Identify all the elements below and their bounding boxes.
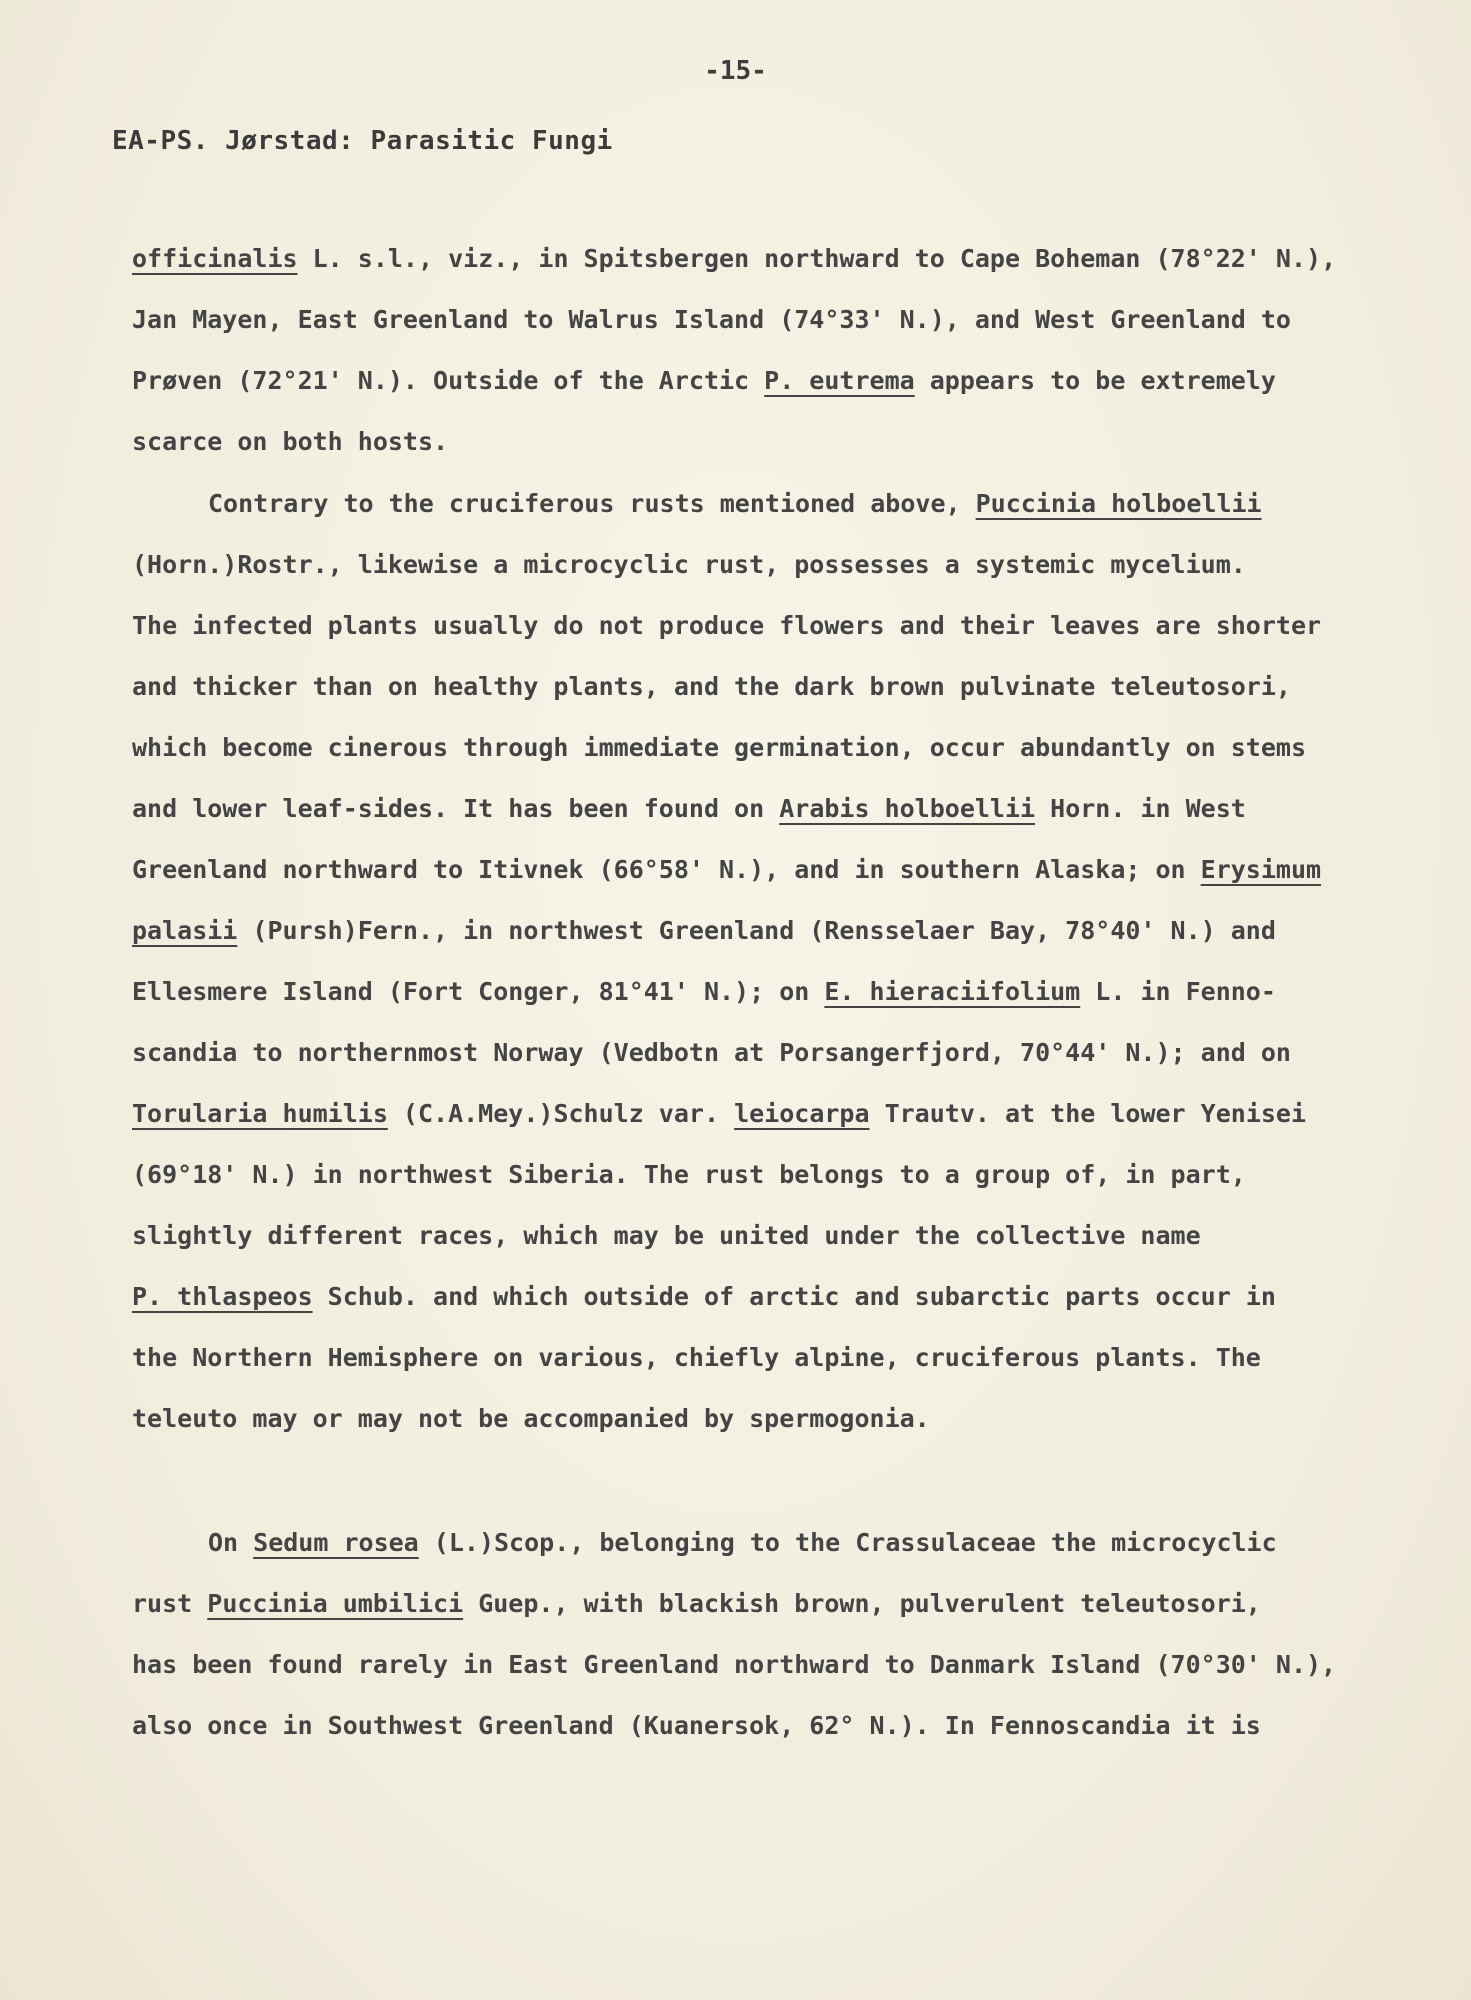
- text-line: [132, 1512, 1362, 1573]
- text-run: appears to be extremely: [914, 366, 1276, 395]
- text-run: scarce on both hosts.: [132, 427, 449, 456]
- underlined-taxon: P. eutrema: [764, 366, 915, 395]
- text-line: [132, 778, 1362, 839]
- text-run: and lower leaf-sides. It has been found on: [132, 794, 780, 823]
- underlined-taxon: Sedum rosea: [253, 1528, 419, 1557]
- underlined-taxon: E. hieraciifolium: [824, 977, 1081, 1006]
- underlined-taxon: Torularia humilis: [132, 1099, 388, 1128]
- text-run: Prøven (72°21' N.). Outside of the Arctic: [132, 366, 765, 395]
- text-run: also once in Southwest Greenland (Kuanersok, 62° N.). In Fennoscandia it is: [132, 1711, 1261, 1740]
- text-run: slightly different races, which may be united under the collective name: [132, 1221, 1201, 1250]
- text-run: On: [208, 1528, 254, 1557]
- text-run: scandia to northernmost Norway (Vedbotn at Porsangerfjord, 70°44' N.); and on: [132, 1038, 1291, 1067]
- text-run: Guep., with blackish brown, pulverulent teleutosori,: [463, 1589, 1261, 1618]
- text-line: [132, 1695, 1362, 1756]
- text-run: L. in Fenno-: [1080, 977, 1276, 1006]
- text-run: The infected plants usually do not produce flowers and their leaves are shorter: [132, 611, 1322, 640]
- underlined-taxon: officinalis: [132, 244, 298, 273]
- text-run: Ellesmere Island (Fort Conger, 81°41' N.); on: [132, 977, 825, 1006]
- text-run: (Pursh)Fern., in northwest Greenland (Rensselaer Bay, 78°40' N.) and: [237, 916, 1276, 945]
- text-line: [132, 1144, 1362, 1205]
- text-line: [132, 961, 1362, 1022]
- text-line: [132, 656, 1362, 717]
- text-line: [132, 1266, 1362, 1327]
- text-run: (69°18' N.) in northwest Siberia. The rust belongs to a group of, in part,: [132, 1160, 1246, 1189]
- text-run: has been found rarely in East Greenland northward to Danmark Island (70°30' N.),: [132, 1650, 1337, 1679]
- text-line: [132, 534, 1362, 595]
- text-line: [132, 411, 1362, 472]
- text-line: [132, 717, 1362, 778]
- text-run: rust: [132, 1589, 208, 1618]
- text-run: Trautv. at the lower Yenisei: [869, 1099, 1307, 1128]
- text-line: [132, 289, 1362, 350]
- text-run: (L.)Scop., belonging to the Crassulaceae the microcyclic: [418, 1528, 1277, 1557]
- text-line: [132, 1205, 1362, 1266]
- text-run: teleuto may or may not be accompanied by spermogonia.: [132, 1404, 930, 1433]
- paragraph-3: [132, 1512, 1362, 1756]
- underlined-taxon: palasii: [132, 916, 238, 945]
- text-line: [132, 1634, 1362, 1695]
- text-run: L. s.l., viz., in Spitsbergen northward to Cape Boheman (78°22' N.),: [297, 244, 1337, 273]
- text-run: Contrary to the cruciferous rusts mentioned above,: [208, 489, 976, 518]
- text-line: [132, 839, 1362, 900]
- paragraph-2: [132, 473, 1362, 1449]
- text-run: Schub. and which outside of arctic and subarctic parts occur in: [312, 1282, 1276, 1311]
- text-line: [132, 1327, 1362, 1388]
- text-line: [132, 900, 1362, 961]
- underlined-taxon: leiocarpa: [734, 1099, 870, 1128]
- page-number: -15-: [704, 56, 767, 86]
- text-run: and thicker than on healthy plants, and the dark brown pulvinate teleutosori,: [132, 672, 1291, 701]
- text-line: [132, 1022, 1362, 1083]
- text-run: Jan Mayen, East Greenland to Walrus Island (74°33' N.), and West Greenland to: [132, 305, 1291, 334]
- underlined-taxon: P. thlaspeos: [132, 1282, 313, 1311]
- text-run: (Horn.)Rostr., likewise a microcyclic rust, possesses a systemic mycelium.: [132, 550, 1246, 579]
- text-line: [132, 350, 1362, 411]
- underlined-taxon: Arabis holboellii: [779, 794, 1036, 823]
- text-line: [132, 473, 1362, 534]
- text-run: Greenland northward to Itivnek (66°58' N.), and in southern Alaska; on: [132, 855, 1201, 884]
- text-line: [132, 595, 1362, 656]
- text-line: [132, 1388, 1362, 1449]
- paragraph-1: [132, 228, 1362, 472]
- running-header: EA-PS. Jørstad: Parasitic Fungi: [112, 126, 613, 156]
- text-line: [132, 228, 1362, 289]
- text-run: which become cinerous through immediate germination, occur abundantly on stems: [132, 733, 1306, 762]
- text-run: Horn. in West: [1035, 794, 1246, 823]
- underlined-taxon: Erysimum: [1200, 855, 1322, 884]
- text-line: [132, 1573, 1362, 1634]
- underlined-taxon: Puccinia holboellii: [975, 489, 1262, 518]
- text-line: [132, 1083, 1362, 1144]
- text-run: (C.A.Mey.)Schulz var.: [387, 1099, 735, 1128]
- underlined-taxon: Puccinia umbilici: [207, 1589, 464, 1618]
- text-run: the Northern Hemisphere on various, chiefly alpine, cruciferous plants. The: [132, 1343, 1261, 1372]
